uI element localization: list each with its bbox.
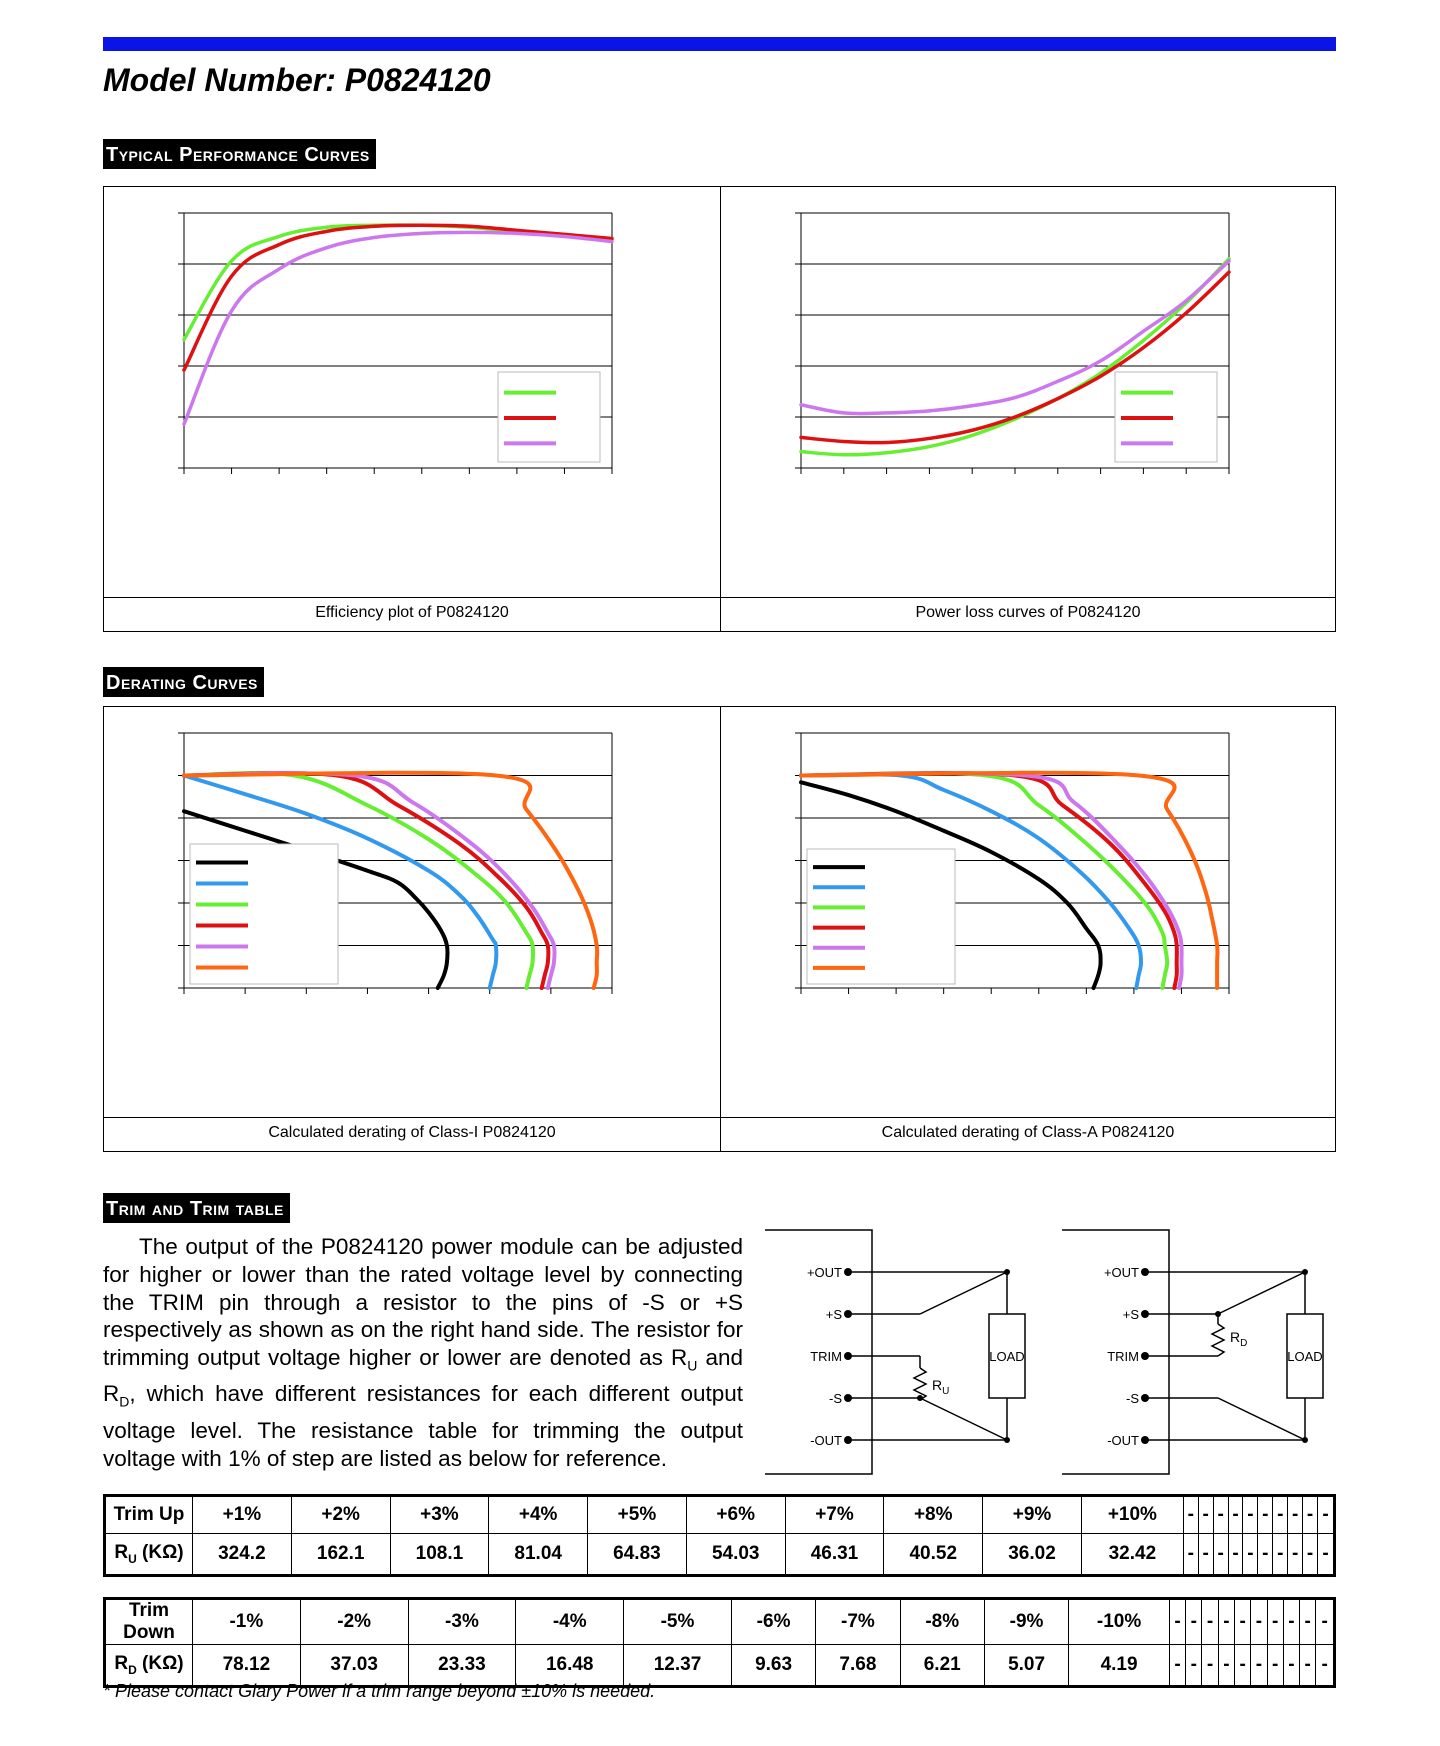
table-cell: 40.52 (884, 1534, 983, 1576)
table-cell: - (1303, 1534, 1318, 1576)
load-label: LOAD (989, 1349, 1025, 1364)
derating-class-i-caption: Calculated derating of Class-I P0824120 (268, 1124, 556, 1141)
table-cell: - (1288, 1534, 1303, 1576)
section-heading-trim-text: Trim and Trim table (106, 1198, 284, 1220)
derating-class-i-chart (104, 707, 719, 1115)
pin-s-minus: -S (829, 1391, 842, 1406)
table-cell: 6.21 (900, 1645, 984, 1687)
table-row (105, 1534, 1335, 1576)
table-row-header (105, 1534, 193, 1576)
table-cell: - (1318, 1496, 1335, 1534)
efficiency-caption: Efficiency plot of P0824120 (315, 604, 509, 621)
table-cell: - (1316, 1599, 1335, 1645)
table-cell: - (1198, 1534, 1213, 1576)
table-cell: 7.68 (816, 1645, 900, 1687)
table-cell: - (1183, 1534, 1198, 1576)
table-cell: - (1300, 1645, 1316, 1687)
table-cell: -9% (984, 1599, 1068, 1645)
table-cell: - (1251, 1645, 1267, 1687)
table-row (105, 1496, 1335, 1534)
table-cell: - (1228, 1496, 1243, 1534)
trim-down-table (103, 1597, 1336, 1688)
section-heading-trim (103, 1193, 290, 1223)
table-cell: - (1218, 1645, 1234, 1687)
table-cell: 162.1 (291, 1534, 390, 1576)
table-cell: - (1234, 1645, 1250, 1687)
table-row-header-text: R (114, 1542, 129, 1564)
pin-s-plus: +S (825, 1307, 842, 1322)
table-cell: +7% (785, 1496, 884, 1534)
trim-circuit-diagrams (760, 1222, 1360, 1482)
table-cell: - (1243, 1534, 1258, 1576)
table-cell: -4% (516, 1599, 624, 1645)
table-cell: 16.48 (516, 1645, 624, 1687)
table-cell: - (1300, 1599, 1316, 1645)
table-cell: -7% (816, 1599, 900, 1645)
table-cell: - (1303, 1496, 1318, 1534)
performance-panel (103, 186, 1336, 632)
pin-s-minus: -S (1126, 1391, 1139, 1406)
trim-text-sub: D (119, 1393, 130, 1410)
table-cell: - (1258, 1496, 1273, 1534)
table-cell: 81.04 (489, 1534, 588, 1576)
table-row-header: Trim Up (105, 1496, 193, 1534)
efficiency-chart (104, 187, 719, 595)
rd-label: $R_D$ (1230, 1329, 1248, 1349)
table-cell: 32.42 (1081, 1534, 1183, 1576)
section-heading-derating (103, 667, 264, 697)
table-row-header-text: (KΩ) (136, 1653, 184, 1675)
derating-class-a-chart (721, 707, 1336, 1115)
trim-text-sub: U (687, 1357, 698, 1374)
table-cell: +3% (390, 1496, 489, 1534)
table-cell: - (1213, 1534, 1228, 1576)
table-cell: - (1283, 1645, 1299, 1687)
table-cell: - (1283, 1599, 1299, 1645)
table-cell: 9.63 (731, 1645, 815, 1687)
pin-out-plus: +OUT (1103, 1265, 1139, 1280)
table-cell: 37.03 (300, 1645, 408, 1687)
table-row (105, 1599, 1335, 1645)
table-row-header-sub: D (128, 1662, 137, 1677)
legend-box (190, 844, 338, 984)
pin-s-plus: +S (1122, 1307, 1139, 1322)
table-cell: - (1267, 1599, 1283, 1645)
table-cell: - (1183, 1496, 1198, 1534)
table-cell: - (1186, 1645, 1202, 1687)
table-cell: - (1273, 1496, 1288, 1534)
derating-panel (103, 706, 1336, 1152)
power-loss-caption: Power loss curves of P0824120 (915, 604, 1141, 621)
load-label: LOAD (1287, 1349, 1323, 1364)
table-cell: - (1228, 1534, 1243, 1576)
caption-divider (104, 597, 1335, 598)
table-cell: 23.33 (408, 1645, 516, 1687)
table-cell: +2% (291, 1496, 390, 1534)
table-cell: 46.31 (785, 1534, 884, 1576)
table-row-header-text: R (114, 1653, 129, 1675)
pin-out-plus: +OUT (806, 1265, 842, 1280)
table-cell: - (1218, 1599, 1234, 1645)
table-cell: +8% (884, 1496, 983, 1534)
page-title: Model Number: P0824120 (103, 62, 491, 98)
table-cell: 108.1 (390, 1534, 489, 1576)
table-cell: 36.02 (983, 1534, 1082, 1576)
table-cell: +6% (686, 1496, 785, 1534)
table-cell: 4.19 (1069, 1645, 1170, 1687)
series-line-18v (184, 225, 612, 340)
power-loss-chart (721, 187, 1336, 595)
table-cell: 5.07 (984, 1645, 1068, 1687)
table-cell: - (1169, 1599, 1185, 1645)
table-cell: - (1316, 1645, 1335, 1687)
trim-text-part: and R (103, 1345, 743, 1407)
table-cell: - (1258, 1534, 1273, 1576)
table-cell: -10% (1069, 1599, 1170, 1645)
table-cell: - (1234, 1599, 1250, 1645)
table-cell: 12.37 (624, 1645, 732, 1687)
table-cell: 54.03 (686, 1534, 785, 1576)
table-cell: - (1243, 1496, 1258, 1534)
table-cell: -5% (624, 1599, 732, 1645)
table-cell: +9% (983, 1496, 1082, 1534)
table-cell: - (1198, 1496, 1213, 1534)
table-cell: -3% (408, 1599, 516, 1645)
caption-divider (104, 1117, 1335, 1118)
pin-trim: TRIM (1107, 1349, 1139, 1364)
footnote: * Please contact Glary Power if a trim range beyond ±10% is needed. (103, 1681, 656, 1701)
section-heading-derating-text: Derating Curves (106, 672, 258, 694)
derating-class-a-caption: Calculated derating of Class-A P0824120 (881, 1124, 1175, 1141)
legend-box (807, 849, 955, 984)
pin-out-minus: -OUT (1107, 1433, 1139, 1448)
table-cell: - (1213, 1496, 1228, 1534)
table-cell: - (1318, 1534, 1335, 1576)
pin-out-minus: -OUT (810, 1433, 842, 1448)
table-cell: - (1251, 1599, 1267, 1645)
table-cell: +5% (588, 1496, 687, 1534)
table-row-header-sub: U (128, 1551, 137, 1566)
table-cell: - (1288, 1496, 1303, 1534)
table-cell: - (1202, 1599, 1218, 1645)
section-heading-performance (103, 139, 376, 169)
table-cell: -2% (300, 1599, 408, 1645)
ru-label: $R_U$ (932, 1377, 950, 1397)
table-cell: -8% (900, 1599, 984, 1645)
table-cell: +1% (193, 1496, 292, 1534)
table-cell: 324.2 (193, 1534, 292, 1576)
table-cell: - (1202, 1645, 1218, 1687)
trim-text-part: The output of the P0824120 power module can be adjusted for higher or lower than the rated voltage level by connecting the TRIM pin through a resistor to the pins of -S or +S respectively as shown as on the right hand side. The resistor for trimming output voltage higher or lower are denoted as R (103, 1234, 743, 1371)
table-cell: -1% (193, 1599, 301, 1645)
pin-trim: TRIM (810, 1349, 842, 1364)
table-cell: +4% (489, 1496, 588, 1534)
table-cell: - (1273, 1534, 1288, 1576)
table-cell: - (1169, 1645, 1185, 1687)
header-color-bar (103, 37, 1336, 51)
table-cell: 78.12 (193, 1645, 301, 1687)
table-cell: 64.83 (588, 1534, 687, 1576)
table-row-header: Trim Down (105, 1599, 193, 1645)
table-cell: - (1186, 1599, 1202, 1645)
trim-description (103, 1233, 743, 1472)
resistor-rd (1212, 1324, 1224, 1356)
section-heading-performance-text: Typical Performance Curves (106, 144, 370, 166)
trim-text-part: , which have different resistances for each different output voltage level. The resistance table for trimming the output voltage with 1% of step are listed as below for reference. (103, 1381, 743, 1471)
table-row-header-text: (KΩ) (136, 1542, 184, 1564)
table-cell: +10% (1081, 1496, 1183, 1534)
table-cell: -6% (731, 1599, 815, 1645)
table-cell: - (1267, 1645, 1283, 1687)
trim-up-table (103, 1494, 1336, 1577)
